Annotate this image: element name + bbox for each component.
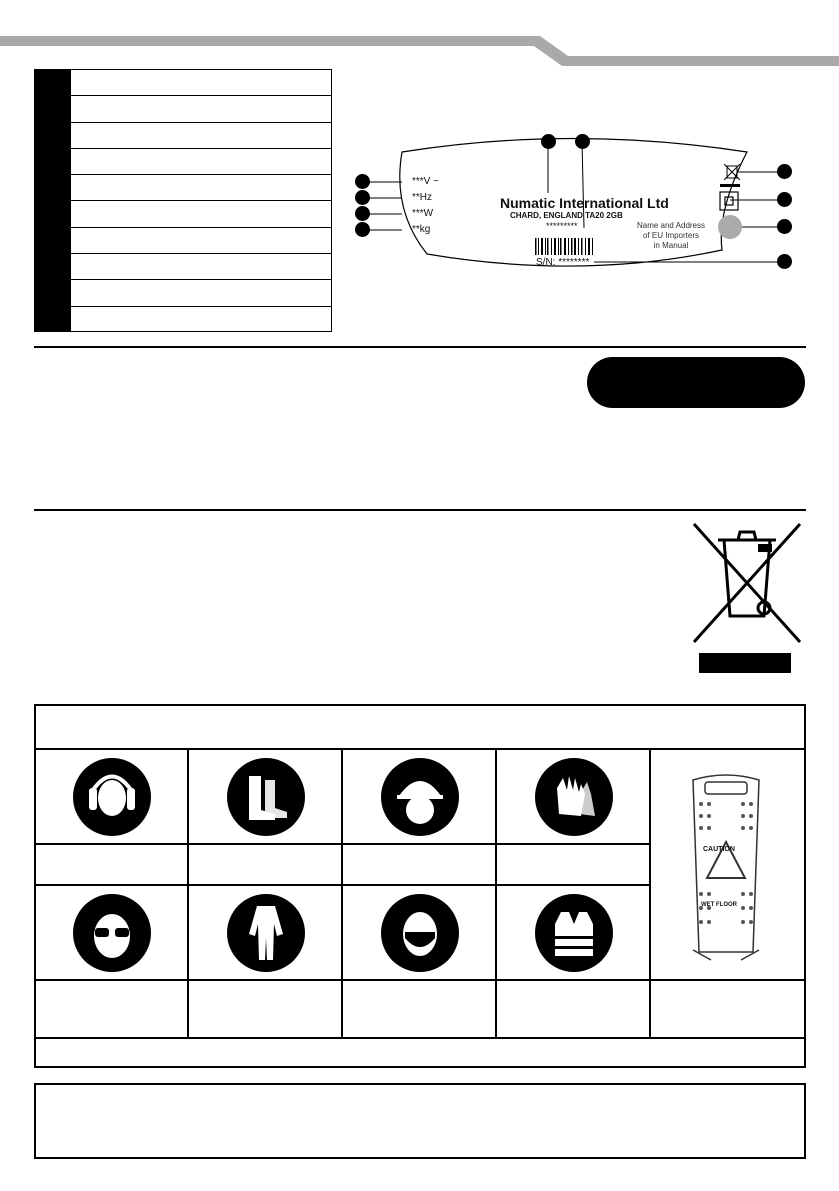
table-row	[71, 254, 331, 280]
table-row	[71, 307, 331, 333]
wet-floor-sign-cell	[651, 750, 804, 981]
notice-box	[34, 1083, 806, 1159]
ppe-caption-cell	[36, 981, 189, 1039]
callout-marker	[777, 219, 792, 234]
table-row	[71, 123, 331, 149]
eu-importers-line: in Manual	[653, 241, 689, 250]
table-sidebar	[34, 69, 70, 332]
ppe-caption-cell	[343, 981, 497, 1039]
ppe-cell	[36, 886, 189, 981]
table-row	[71, 201, 331, 227]
callout-marker	[355, 190, 370, 205]
header-band	[0, 0, 839, 70]
ppe-caption-cell	[497, 845, 651, 886]
rating-label-diagram	[352, 130, 802, 280]
model-number: *********	[546, 221, 578, 231]
ppe-cell	[497, 750, 651, 845]
ppe-cell	[189, 886, 343, 981]
table-row	[71, 175, 331, 201]
callout-marker	[777, 192, 792, 207]
voltage-text: ***V ~	[412, 176, 439, 187]
ppe-table	[34, 704, 806, 1068]
callout-marker	[355, 222, 370, 237]
weee-bin-icon	[690, 520, 804, 648]
table-row	[71, 70, 331, 96]
ppe-cell	[497, 886, 651, 981]
ppe-cell	[343, 750, 497, 845]
callout-marker	[777, 164, 792, 179]
wet-floor-sign-image	[687, 774, 765, 964]
table-row	[71, 280, 331, 306]
ppe-cell	[189, 750, 343, 845]
callout-marker	[541, 134, 556, 149]
hard-hat-icon	[381, 758, 459, 836]
ppe-cell	[36, 750, 189, 845]
frequency-text: **Hz	[412, 192, 433, 203]
serial-number: S/N: ********	[536, 257, 590, 268]
ppe-caption-cell	[343, 845, 497, 886]
ppe-caption-cell	[36, 845, 189, 886]
overalls-icon	[227, 894, 305, 972]
company-name: Numatic International Ltd	[500, 195, 669, 211]
dust-mask-icon	[381, 894, 459, 972]
ppe-caption-cell	[497, 981, 651, 1039]
ukca-mark-placeholder	[718, 215, 742, 239]
section-divider	[34, 346, 806, 348]
ppe-caption-cell	[651, 981, 804, 1039]
table-row	[71, 228, 331, 254]
section-heading-pill	[587, 357, 805, 408]
callout-marker	[355, 206, 370, 221]
eu-importers-note	[632, 221, 710, 251]
ear-protection-icon	[73, 758, 151, 836]
eu-importers-line: of EU Importers	[642, 231, 699, 240]
ppe-caption-cell	[189, 845, 343, 886]
weee-black-bar	[699, 653, 791, 673]
callout-marker	[777, 254, 792, 269]
barcode	[534, 238, 594, 256]
table-row	[71, 96, 331, 122]
ppe-cell	[343, 886, 497, 981]
power-text: ***W	[412, 208, 434, 219]
callout-marker	[575, 134, 590, 149]
safety-boots-icon	[227, 758, 305, 836]
weee-bar-small	[720, 184, 740, 187]
ppe-caption-cell	[189, 981, 343, 1039]
label-key-table	[34, 69, 332, 332]
wet-floor-text: WET FLOOR	[701, 902, 737, 908]
weight-text: **kg	[412, 224, 431, 235]
company-address: CHARD, ENGLAND TA20 2GB	[510, 211, 623, 220]
callout-marker	[355, 174, 370, 189]
table-row	[71, 149, 331, 175]
section-divider	[34, 509, 806, 511]
gloves-icon	[535, 758, 613, 836]
eu-importers-line: Name and Address	[636, 221, 706, 230]
caution-text: CAUTION	[703, 846, 735, 853]
safety-glasses-icon	[73, 894, 151, 972]
hi-vis-vest-icon	[535, 894, 613, 972]
table-rows	[70, 69, 332, 332]
